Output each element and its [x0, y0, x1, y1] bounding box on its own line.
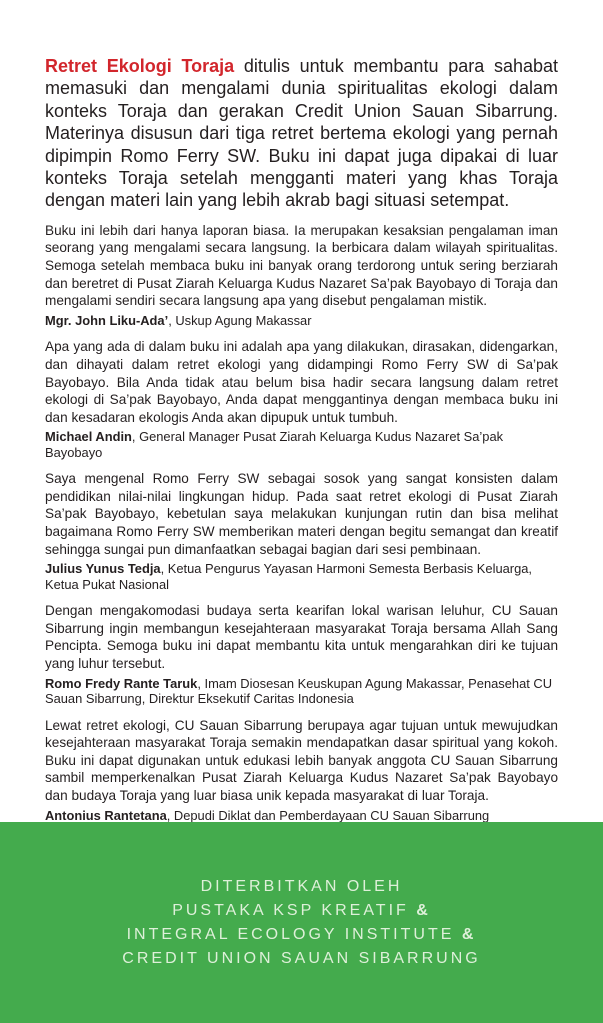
attribution-role: , Depudi Diklat dan Pemberdayaan CU Sauan Sibarrung [166, 807, 490, 822]
footer-line-1 [122, 875, 480, 899]
footer-line-4 [122, 947, 480, 971]
footer-line-3 [122, 923, 480, 947]
ampersand: & [416, 901, 431, 919]
testimonial-3 [45, 470, 558, 592]
intro-paragraph [45, 55, 558, 212]
testimonial-quote: Dengan mengakomodasi budaya serta kearifan lokal warisan leluhur, CU Sauan Sibarrung ingin membangun kesejahteraan masyarakat Toraja bersama Allah Sang Pencipta. Semoga buku ini dapat membantu kita untuk mengarahkan diri ke tujuan yang luhur tersebut. [45, 603, 558, 672]
testimonial-2 [45, 338, 558, 460]
attribution-role: , Uskup Agung Makassar [168, 312, 312, 328]
attribution-role: , General Manager Pusat Ziarah Keluarga Kudus Nazaret Sa’pak Bayobayo [45, 429, 504, 460]
testimonial-attribution [45, 808, 558, 822]
testimonial-attribution [45, 313, 558, 329]
testimonial-quote: Apa yang ada di dalam buku ini adalah apa yang dilakukan, dirasakan, didengarkan, dan dihayati dalam retret ekologi yang didampingi Romo Ferry SW di Sa’pak Bayobayo. Bila Anda tidak atau belum bisa hadir secara langsung dalam retret ekologi di Sa’pak Bayobayo, Anda dapat menggantinya dengan membaca buku ini dan kesadaran ekologis Anda akan dipupuk untuk tumbuh. [45, 339, 558, 425]
testimonial-attribution [45, 676, 558, 707]
attribution-role: , Imam Diosesan Keuskupan Agung Makassar, Penasehat CU Sauan Sibarrung, Direktur Eksekutif Caritas Indonesia [45, 675, 553, 707]
testimonial-5 [45, 717, 558, 822]
attribution-name: Romo Fredy Rante Taruk [45, 675, 198, 691]
attribution-name: Michael Andin [45, 429, 132, 445]
attribution-name: Julius Yunus Tedja [45, 561, 161, 577]
publisher-footer [0, 822, 603, 1023]
testimonial-quote: Saya mengenal Romo Ferry SW sebagai sosok yang sangat konsisten dalam pendidikan nilai-nilai lingkungan hidup. Pada saat retret ekologi di Pusat Ziarah Sa’pak Bayobayo, kebetulan saya melakukan kunjungan rutin dan bisa melihat bagaimana Romo Ferry SW memberikan materi dengan begitu semangat dan kreatif sehingga sungai pun dimanfaatkan sebagai bagian dari sesi pembinaan. [45, 471, 558, 557]
intro-text: ditulis untuk membantu para sahabat memasuki dan mengalami dunia spiritualitas ekologi dalam konteks Toraja dan gerakan Credit Union Sauan Sibarrung. Materinya disusun dari tiga retret bertema ekologi yang pernah dipimpin Romo Ferry SW. Buku ini dapat juga dipakai di luar konteks Toraja setelah mengganti materi yang khas Toraja dengan materi lain yang lebih akrab bagi situasi setempat. [45, 56, 558, 211]
footer-line-text: DITERBITKAN OLEH [200, 877, 403, 895]
attribution-name: Antonius Rantetana [45, 807, 167, 822]
testimonial-1 [45, 222, 558, 328]
footer-line-text: CREDIT UNION SAUAN SIBARRUNG [122, 949, 481, 967]
testimonial-attribution [45, 429, 558, 460]
book-title: Retret Ekologi Toraja [45, 56, 235, 76]
footer-line-2 [122, 899, 480, 923]
ampersand: & [461, 925, 477, 943]
footer-line-text: INTEGRAL ECOLOGY INSTITUTE [126, 925, 455, 943]
attribution-name: Mgr. John Liku-Ada’ [45, 312, 169, 328]
testimonial-quote: Buku ini lebih dari hanya laporan biasa. Ia merupakan kesaksian pengalaman iman seorang yang mengalami secara langsung. Ia berbicara dalam wilayah spiritualitas. Semoga setelah membaca buku ini banyak orang terdorong untuk sering berziarah dan beretret di Pusat Ziarah Keluarga Kudus Nazaret Sa’pak Bayobayo di Toraja dan mengalami sendiri secara langsung apa yang disebut pengalaman mistik. [45, 222, 558, 309]
publisher-text [122, 875, 480, 971]
attribution-role: , Ketua Pengurus Yayasan Harmoni Semesta Berbasis Keluarga, Ketua Pukat Nasional [45, 561, 532, 592]
testimonial-4 [45, 602, 558, 706]
testimonial-quote: Lewat retret ekologi, CU Sauan Sibarrung berupaya agar tujuan untuk mewujudkan kesejahteraan masyarakat Toraja semakin mendapatkan dasar spiritual yang kokoh. Buku ini dapat digunakan untuk edukasi lebih banyak anggota CU Sauan Sibarrung sambil memperkenalkan Pusat Ziarah Keluarga Kudus Nazaret Sa’pak Bayobayo dan budaya Toraja yang luar biasa unik kepada masyarakat di luar Toraja. [45, 717, 558, 803]
testimonial-attribution [45, 561, 558, 592]
footer-line-text: PUSTAKA KSP KREATIF [172, 901, 409, 919]
